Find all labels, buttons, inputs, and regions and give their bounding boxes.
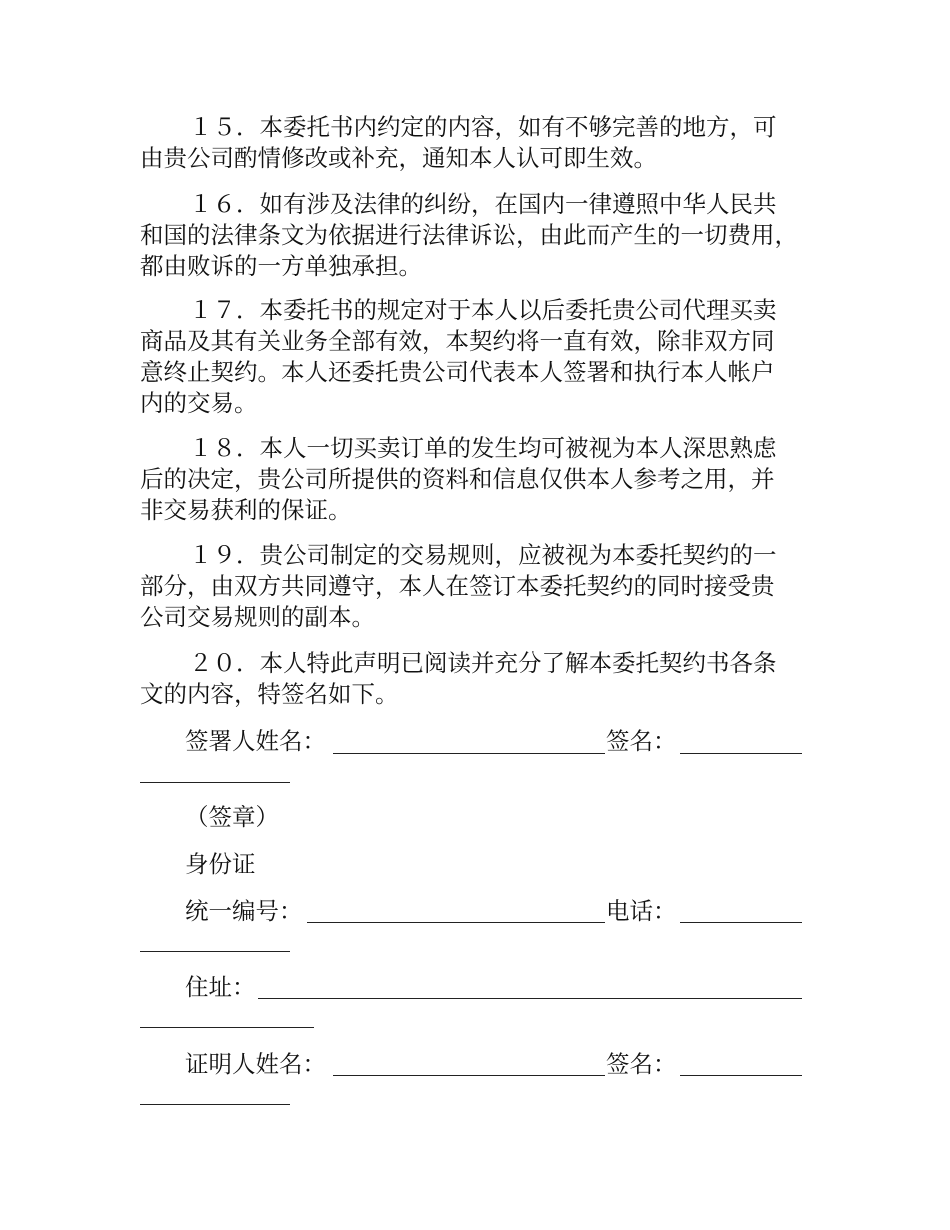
- id-card-label: 身份证: [185, 850, 256, 878]
- witness-signature-field[interactable]: [680, 1075, 802, 1076]
- clause-16: [140, 189, 820, 282]
- signer-signature-label-wrap: [606, 726, 686, 757]
- signer-signature-label: 签名：: [606, 727, 677, 755]
- address-field-continued[interactable]: [140, 1027, 314, 1028]
- clause-line: 和国的法律条文为依据进行法律诉讼，由此而产生的一切费用，: [140, 221, 798, 249]
- seal-label: （签章）: [185, 803, 279, 831]
- clause-19: [140, 540, 820, 633]
- id-number-field[interactable]: [307, 922, 605, 923]
- address-label: 住址：: [185, 973, 256, 1001]
- clause-20: [140, 648, 820, 710]
- clause-line: 都由败诉的一方单独承担。: [140, 252, 422, 280]
- clause-line: 后的决定，贵公司所提供的资料和信息仅供本人参考之用，并: [140, 465, 775, 493]
- signer-signature-field[interactable]: [680, 753, 802, 754]
- clause-line: 由贵公司酌情修改或补充，通知本人认可即生效。: [140, 144, 657, 172]
- clause-line: １８．本人一切买卖订单的发生均可被视为本人深思熟虑: [189, 434, 777, 462]
- clause-line: 公司交易规则的副本。: [140, 603, 375, 631]
- witness-signature-label-wrap: [606, 1049, 686, 1080]
- clause-line: １７．本委托书的规定对于本人以后委托贵公司代理买卖: [189, 296, 777, 324]
- phone-label: 电话：: [606, 897, 677, 925]
- witness-name-field[interactable]: [333, 1075, 605, 1076]
- clause-line: １６．如有涉及法律的纠纷，在国内一律遵照中华人民共: [189, 190, 777, 218]
- clause-line: 部分，由双方共同遵守，本人在签订本委托契约的同时接受贵: [140, 572, 775, 600]
- phone-field[interactable]: [680, 922, 802, 923]
- clause-line: 商品及其有关业务全部有效，本契约将一直有效，除非双方同: [140, 327, 775, 355]
- clause-15: [140, 112, 820, 174]
- clause-line: 非交易获利的保证。: [140, 496, 352, 524]
- clause-line: １５．本委托书内约定的内容，如有不够完善的地方，可: [189, 113, 777, 141]
- clause-line: １９．贵公司制定的交易规则，应被视为本委托契约的一: [189, 541, 777, 569]
- clause-line: ２０．本人特此声明已阅读并充分了解本委托契约书各条: [189, 649, 777, 677]
- clause-line: 文的内容，特签名如下。: [140, 680, 399, 708]
- signer-signature-field-continued[interactable]: [140, 782, 290, 783]
- clause-17: [140, 295, 820, 419]
- phone-field-continued[interactable]: [140, 951, 290, 952]
- clause-18: [140, 433, 820, 526]
- witness-signature-label: 签名：: [606, 1050, 677, 1078]
- address-field[interactable]: [258, 998, 802, 999]
- id-number-label: 统一编号：: [185, 897, 303, 925]
- clause-line: 内的交易。: [140, 389, 258, 417]
- signer-name-field[interactable]: [333, 753, 605, 754]
- phone-label-wrap: [606, 896, 686, 927]
- clause-line: 意终止契约。本人还委托贵公司代表本人签署和执行本人帐户: [140, 358, 775, 386]
- signer-name-label: 签署人姓名：: [185, 727, 326, 755]
- witness-name-label: 证明人姓名：: [185, 1050, 326, 1078]
- witness-signature-field-continued[interactable]: [140, 1104, 290, 1105]
